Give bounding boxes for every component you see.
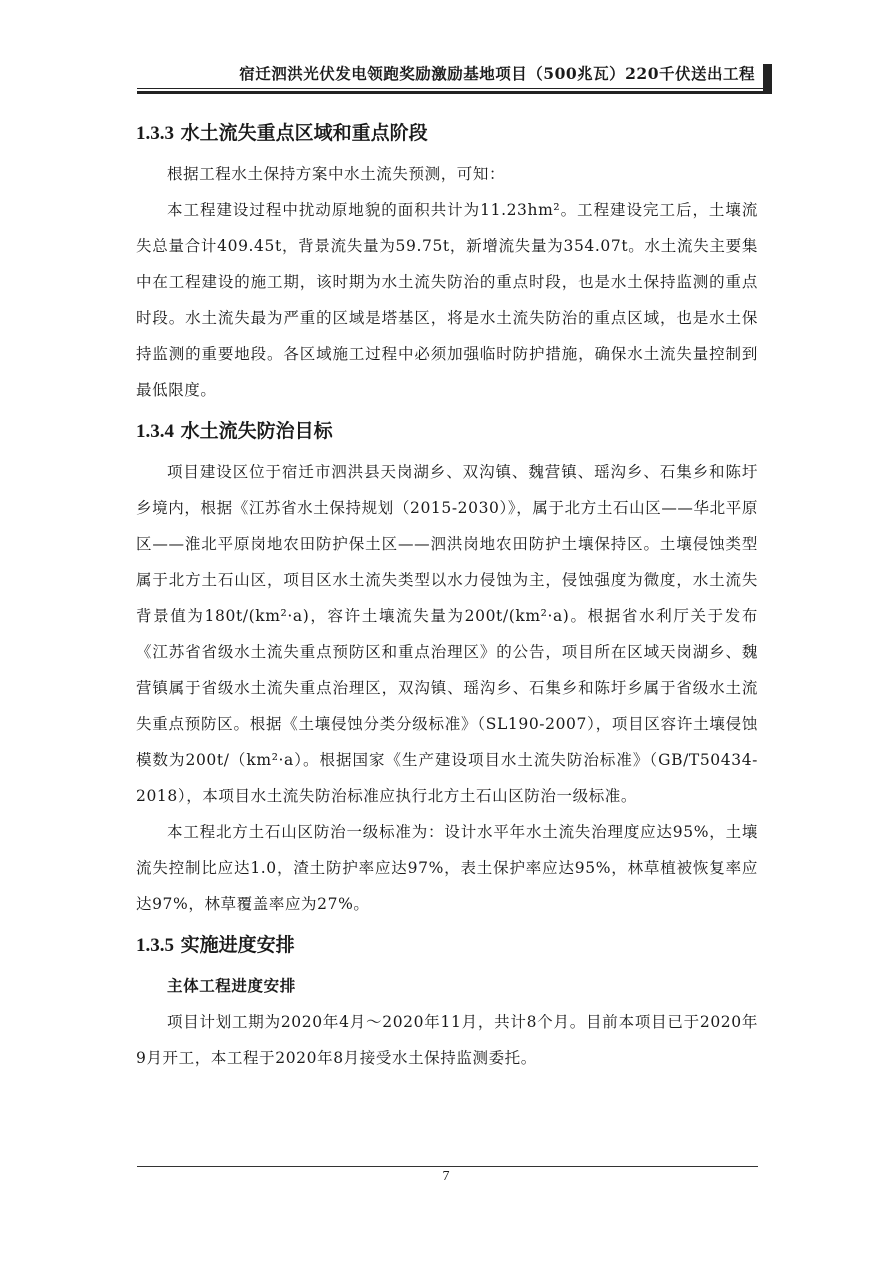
section-heading <box>136 408 758 454</box>
paragraph: 项目建设区位于宿迁市泗洪县天岗湖乡、双沟镇、魏营镇、瑶沟乡、石集乡和陈圩乡境内，根据《江苏省水土保持规划（2015-2030）》，属于北方土石山区——华北平原区——淮北平原岗地农田防护保土区——泗洪岗地农田防护土壤保持区。土壤侵蚀类型属于北方土石山区，项目区水土流失类型以水力侵蚀为主，侵蚀强度为微度，水土流失背景值为180t/(km²·a)，容许土壤流失量为200t/(km²·a)。根据省水利厅关于发布《江苏省省级水土流失重点预防区和重点治理区》的公告，项目所在区域天岗湖乡、魏营镇属于省级水土流失重点治理区，双沟镇、瑶沟乡、石集乡和陈圩乡属于省级水土流失重点预防区。根据《土壤侵蚀分类分级标准》（SL190-2007），项目区容许土壤侵蚀模数为200t/（km²·a）。根据国家《生产建设项目水土流失防治标准》（GB/T50434-2018），本项目水土流失防治标准应执行北方土石山区防治一级标准。 <box>136 463 758 805</box>
section-1-3-5 <box>136 922 758 1076</box>
section-title: 水土流失重点区域和重点阶段 <box>180 122 428 144</box>
subheading: 主体工程进度安排 <box>167 976 296 995</box>
section-heading <box>136 922 758 968</box>
section-heading <box>136 110 758 156</box>
paragraph: 项目计划工期为2020年4月～2020年11月，共计8个月。目前本项目已于2020年9月开工，本工程于2020年8月接受水土保持监测委托。 <box>136 1013 758 1067</box>
section-title: 实施进度安排 <box>180 934 295 956</box>
page-body <box>136 110 758 1076</box>
paragraph: 本工程北方土石山区防治一级标准为：设计水平年水土流失治理度应达95%，土壤流失控制比应达1.0，渣土防护率应达97%，表土保护率应达95%，林草植被恢复率应达97%，林草覆盖率应为27%。 <box>136 823 758 913</box>
section-1-3-4 <box>136 408 758 922</box>
section-number: 1.3.5 <box>136 935 174 956</box>
footer-divider <box>137 1166 758 1167</box>
header-divider-thick <box>137 91 763 94</box>
section-number: 1.3.4 <box>136 421 174 442</box>
section-1-3-3 <box>136 110 758 408</box>
page-number: 7 <box>442 1169 450 1184</box>
document-title: 宿迁泗洪光伏发电领跑奖励激励基地项目（500兆瓦）220千伏送出工程 <box>239 64 755 83</box>
header-marker <box>763 64 772 94</box>
header-divider <box>137 88 763 89</box>
section-title: 水土流失防治目标 <box>180 420 333 442</box>
section-number: 1.3.3 <box>136 123 174 144</box>
paragraph: 本工程建设过程中扰动原地貌的面积共计为11.23hm²。工程建设完工后，土壤流失总量合计409.45t，背景流失量为59.75t，新增流失量为354.07t。水土流失主要集中在工程建设的施工期，该时期为水土流失防治的重点时段，也是水土保持监测的重点时段。水土流失最为严重的区域是塔基区，将是水土流失防治的重点区域，也是水土保持监测的重要地段。各区域施工过程中必须加强临时防护措施，确保水土流失量控制到最低限度。 <box>136 201 758 399</box>
paragraph: 根据工程水土保持方案中水土流失预测，可知： <box>167 165 506 183</box>
